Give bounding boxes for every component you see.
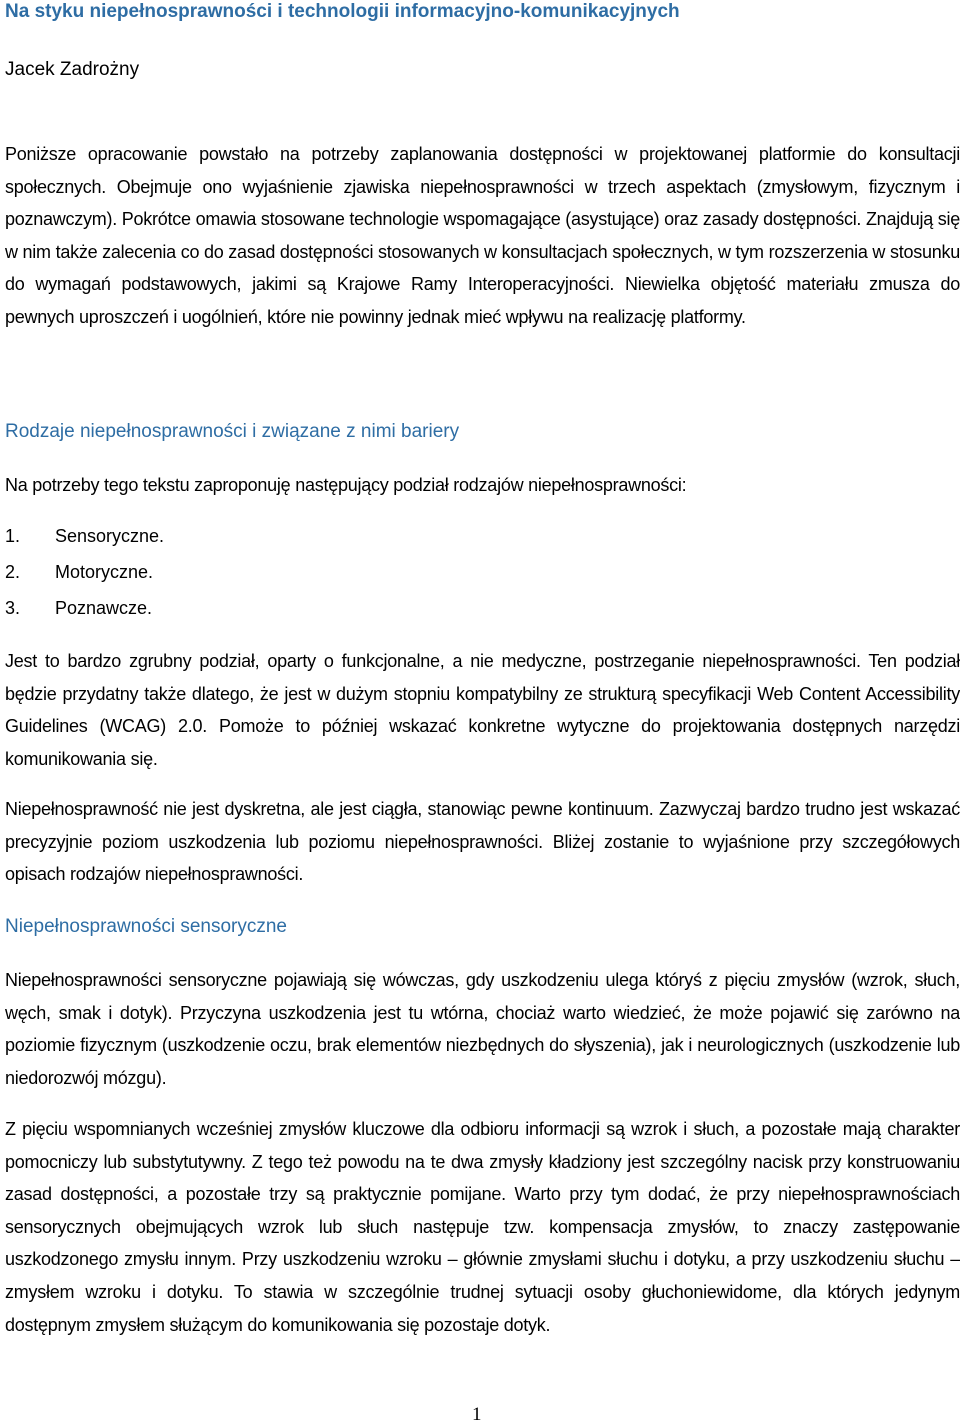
list-item-number: 3. [5,598,21,618]
section2-paragraph-2: Z pięciu wspomnianych wcześniej zmysłów kluczowe dla odbioru informacji są wzrok i słuch, a pozostałe mają charakter pomocniczy lub substytutywny. Z tego też powodu na te dwa zmysły kładziony jest szczególny nacisk przy konstruowaniu zasad dostępności, a pozostałe trzy są praktycznie pomijane. Warto przy tym dodać, że przy niepełnosprawnościach sensorycznych obejmujących wzrok lub słuch następuje tzw. kompensacja zmysłów, to znaczy zastępowanie uszkodzonego zmysłu innym. Przy uszkodzeniu wzroku – głównie zmysłami słuchu i dotyku, a przy uszkodzeniu słuchu – zmysłem wzroku i dotyku. To stawia w szczególnie trudnej sytuacji osoby głuchoniewidome, dla których jedynym dostępnym zmysłem służącym do komunikowania się pozostaje dotyk. [5,1119,960,1335]
section2-paragraph-1: Niepełnosprawności sensoryczne pojawiają się wówczas, gdy uszkodzeniu ulega któryś z pięciu zmysłów (wzrok, słuch, węch, smak i dotyk). Przyczyna uszkodzenia jest tu wtórna, chociaż warto wiedzieć, że może pojawić się zarówno na poziomie fizycznym (uszkodzenie oczu, brak elementów niezbędnych do słyszenia), jak i neurologicznych (uszkodzenie lub niedorozwój mózgu). [5,970,960,1088]
list-item-number: 1. [5,526,21,546]
section1-paragraph-2: Niepełnosprawność nie jest dyskretna, ale jest ciągła, stanowiąc pewne kontinuum. Zazwyczaj bardzo trudno jest wskazać precyzyjnie poziom uszkodzenia lub poziomu niepełnosprawności. Bliżej zostanie to wyjaśnione przy szczegółowych opisach rodzajów niepełnosprawności. [5,799,960,885]
document-author: Jacek Zadrożny [5,59,140,80]
list-item-text: Motoryczne. [55,562,154,582]
section-heading-sensory: Niepełnosprawności sensoryczne [5,916,287,937]
page-number: 1 [472,1404,482,1425]
document-title: Na styku niepełnosprawności i technologii informacyjno-komunikacyjnych [5,1,680,22]
list-item-text: Poznawcze. [55,598,153,618]
section-heading-disability-types: Rodzaje niepełnosprawności i związane z nimi bariery [5,421,460,442]
intro-paragraph: Poniższe opracowanie powstało na potrzeby zaplanowania dostępności w projektowanej platformie do konsultacji społecznych. Obejmuje ono wyjaśnienie zjawiska niepełnosprawności w trzech aspektach (zmysłowym, fizycznym i poznawczym). Pokrótce omawia stosowane technologie wspomagające (asystujące) oraz zasady dostępności. Znajdują się w nim także zalecenia co do zasad dostępności stosowanych w konsultacjach społecznych, w tym rozszerzenia w stosunku do wymagań podstawowych, jakimi są Krajowe Ramy Interoperacyjności. Niewielka objętość materiału zmusza do pewnych uproszczeń i uogólnień, które nie powinny jednak mieć wpływu na realizację platformy. [5,144,960,327]
list-item [5,558,164,594]
section1-paragraph-1: Jest to bardzo zgrubny podział, oparty o funkcjonalne, a nie medyczne, postrzeganie niepełnosprawności. Ten podział będzie przydatny także dlatego, że jest w dużym stopniu kompatybilny ze strukturą specyfikacji Web Content Accessibility Guidelines (WCAG) 2.0. Pomoże to później wskazać konkretne wytyczne do projektowania dostępnych narzędzi komunikowania się. [5,651,960,769]
list-item-text: Sensoryczne. [55,526,165,546]
disability-types-list [5,522,164,630]
section1-lead-paragraph: Na potrzeby tego tekstu zaproponuję następujący podział rodzajów niepełnosprawności: [5,475,687,495]
list-item [5,594,164,630]
list-item-number: 2. [5,562,21,582]
list-item [5,522,164,558]
